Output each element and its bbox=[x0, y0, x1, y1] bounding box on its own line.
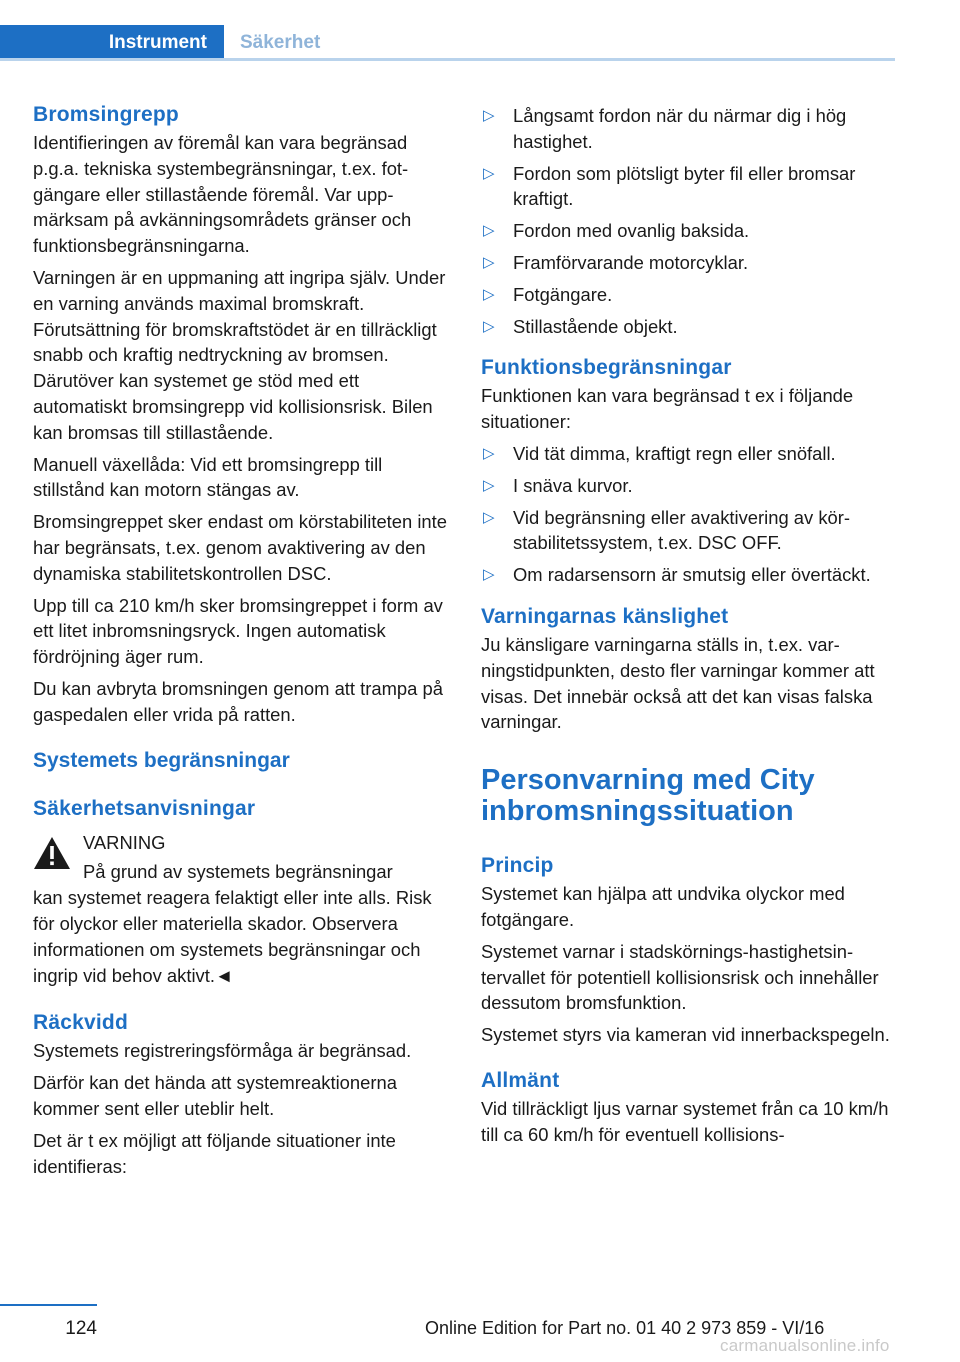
triangle-bullet-icon: ▷ bbox=[483, 253, 495, 271]
heading-sakerhetsanvisningar: Säkerhetsanvisningar bbox=[33, 796, 256, 820]
paragraph: Systemets registreringsförmåga är begränsad. bbox=[33, 1040, 412, 1062]
paragraph: Bromsingreppet sker endast om körstabiliteten inte har begränsats, t.ex. genom avaktivering av den dynamiska stabilitetskontrollen DSC. bbox=[33, 511, 447, 584]
list-item: ▷ Fordon som plötsligt byter fil eller bromsar kraftigt. bbox=[483, 162, 856, 210]
heading-systemets-begransningar: Systemets begränsningar bbox=[33, 748, 290, 772]
heading-princip: Princip bbox=[481, 854, 554, 878]
paragraph: Du kan avbryta bromsningen genom att trampa på gaspedalen eller vrida på ratten. bbox=[33, 677, 443, 725]
triangle-bullet-icon: ▷ bbox=[483, 476, 495, 494]
list-item: ▷ Framförvarande motorcyklar. bbox=[481, 250, 893, 276]
header-rule bbox=[0, 58, 895, 61]
header-tabs bbox=[0, 25, 895, 62]
triangle-bullet-icon: ▷ bbox=[483, 508, 495, 526]
heading-varningarnas-kanslighet: Varningarnas känslighet bbox=[481, 604, 729, 628]
warning-triangle-icon bbox=[33, 836, 71, 870]
edition-line: Online Edition for Part no. 01 40 2 973 859 - VI/16 bbox=[425, 1318, 825, 1338]
warning-first-line: På grund av systemets begränsningar bbox=[83, 861, 393, 883]
paragraph: Identifieringen av föremål kan vara begränsad p.g.a. tekniska systembegränsningar, t.ex. fotgängare eller stillastående föremål. Var uppmärksam på avkänningsområdets gränser och funktionsbegränsningarna. bbox=[33, 132, 412, 257]
footer-rule bbox=[0, 1304, 97, 1306]
paragraph: Systemet kan hjälpa att undvika olyckor med fotgängare. bbox=[481, 883, 845, 930]
list-item: ▷ Stillastående objekt. bbox=[481, 314, 893, 340]
paragraph: Systemet varnar i stadskörnings-hastighetsintervallet för potentiell kollisionsrisk och innehåller dessutom bromsfunktion. bbox=[481, 940, 879, 1014]
triangle-bullet-icon: ▷ bbox=[483, 107, 495, 124]
triangle-bullet-icon: ▷ bbox=[483, 285, 495, 303]
paragraph: Funktionen kan vara begränsad t ex i följande situationer: bbox=[481, 385, 854, 433]
list-item: ▷ I snäva kurvor. bbox=[481, 473, 893, 499]
triangle-bullet-icon: ▷ bbox=[483, 222, 495, 240]
paragraph: Ju känsligare varningarna ställs in, t.ex. varningstidpunkten, desto fler varningar kommer att visas. Det innebär också att det kan visas falska varningar. bbox=[481, 633, 875, 733]
warning-box bbox=[33, 830, 451, 989]
tab-instrument[interactable]: Instrument bbox=[0, 25, 224, 61]
triangle-bullet-icon: ▷ bbox=[483, 317, 495, 335]
chapter-title: Personvarning med City inbromsningssituation bbox=[481, 764, 815, 828]
triangle-bullet-icon: ▷ bbox=[483, 164, 495, 182]
heading-rackvidd: Räckvidd bbox=[33, 1011, 128, 1035]
paragraph: Varningen är en uppmaning att ingripa själv. Under en varning används maximal bromskraft. Förutsättning för bromskraftstödet är en tillräckligt snabb och kraftig nedtryckning av bromsen. Därutöver kan systemet ge stöd med ett automatiskt bromsingrepp vid kollisionsrisk. Bilen kan bromsas till stillastående. bbox=[33, 266, 446, 443]
list-item: ▷ Vid tät dimma, kraftigt regn eller snöfall. bbox=[481, 441, 893, 467]
heading-allmant: Allmänt bbox=[481, 1068, 560, 1092]
warning-text: kan systemet reagera felaktigt eller inte alls. Risk för olyckor eller materiella skador. Observera informationen om systemets begränsningar och ingrip vid behov aktivt.◄ bbox=[33, 887, 432, 986]
func-limits-list bbox=[481, 441, 893, 588]
list-item: ▷ Fordon med ovanlig baksida. bbox=[481, 218, 893, 244]
paragraph: Systemet styrs via kameran vid innerbackspegeln. bbox=[481, 1024, 890, 1046]
paragraph: Manuell växellåda: Vid ett bromsingrepp till stillstånd kan motorn stängas av. bbox=[33, 453, 383, 501]
list-item: ▷ Om radarsensorn är smutsig eller övertäckt. bbox=[481, 562, 893, 588]
heading-funktionsbegransningar: Funktionsbegränsningar bbox=[481, 356, 732, 380]
right-column bbox=[481, 100, 893, 1154]
page-number: 124 bbox=[65, 1318, 97, 1339]
warning-title: VARNING bbox=[83, 831, 166, 853]
situations-list bbox=[481, 103, 893, 339]
triangle-bullet-icon: ▷ bbox=[483, 566, 495, 584]
list-item: ▷ Fotgängare. bbox=[481, 282, 893, 308]
paragraph: Därför kan det hända att systemreaktionerna kommer sent eller uteblir helt. bbox=[33, 1072, 397, 1119]
tab-sakerhet[interactable]: Säkerhet bbox=[240, 32, 321, 53]
list-item: ▷ Vid begränsning eller avaktivering av körstabilitetssystem, t.ex. DSC OFF. bbox=[483, 506, 851, 554]
heading-bromsingrepp: Bromsingrepp bbox=[33, 103, 179, 126]
watermark: carmanualsonline.info bbox=[720, 1336, 890, 1355]
triangle-bullet-icon: ▷ bbox=[483, 444, 495, 462]
left-column bbox=[33, 100, 451, 1185]
paragraph: Upp till ca 210 km/h sker bromsingreppet i form av ett litet inbromsningsryck. Ingen automatisk fördröjning äger rum. bbox=[33, 594, 443, 668]
paragraph: Det är t ex möjligt att följande situationer inte identifieras: bbox=[33, 1129, 396, 1177]
paragraph: Vid tillräckligt ljus varnar systemet från ca 10 km/h till ca 60 km/h för eventuell kollisions- bbox=[481, 1097, 889, 1145]
list-item: ▷ Långsamt fordon när du närmar dig i hög hastighet. bbox=[483, 105, 847, 152]
